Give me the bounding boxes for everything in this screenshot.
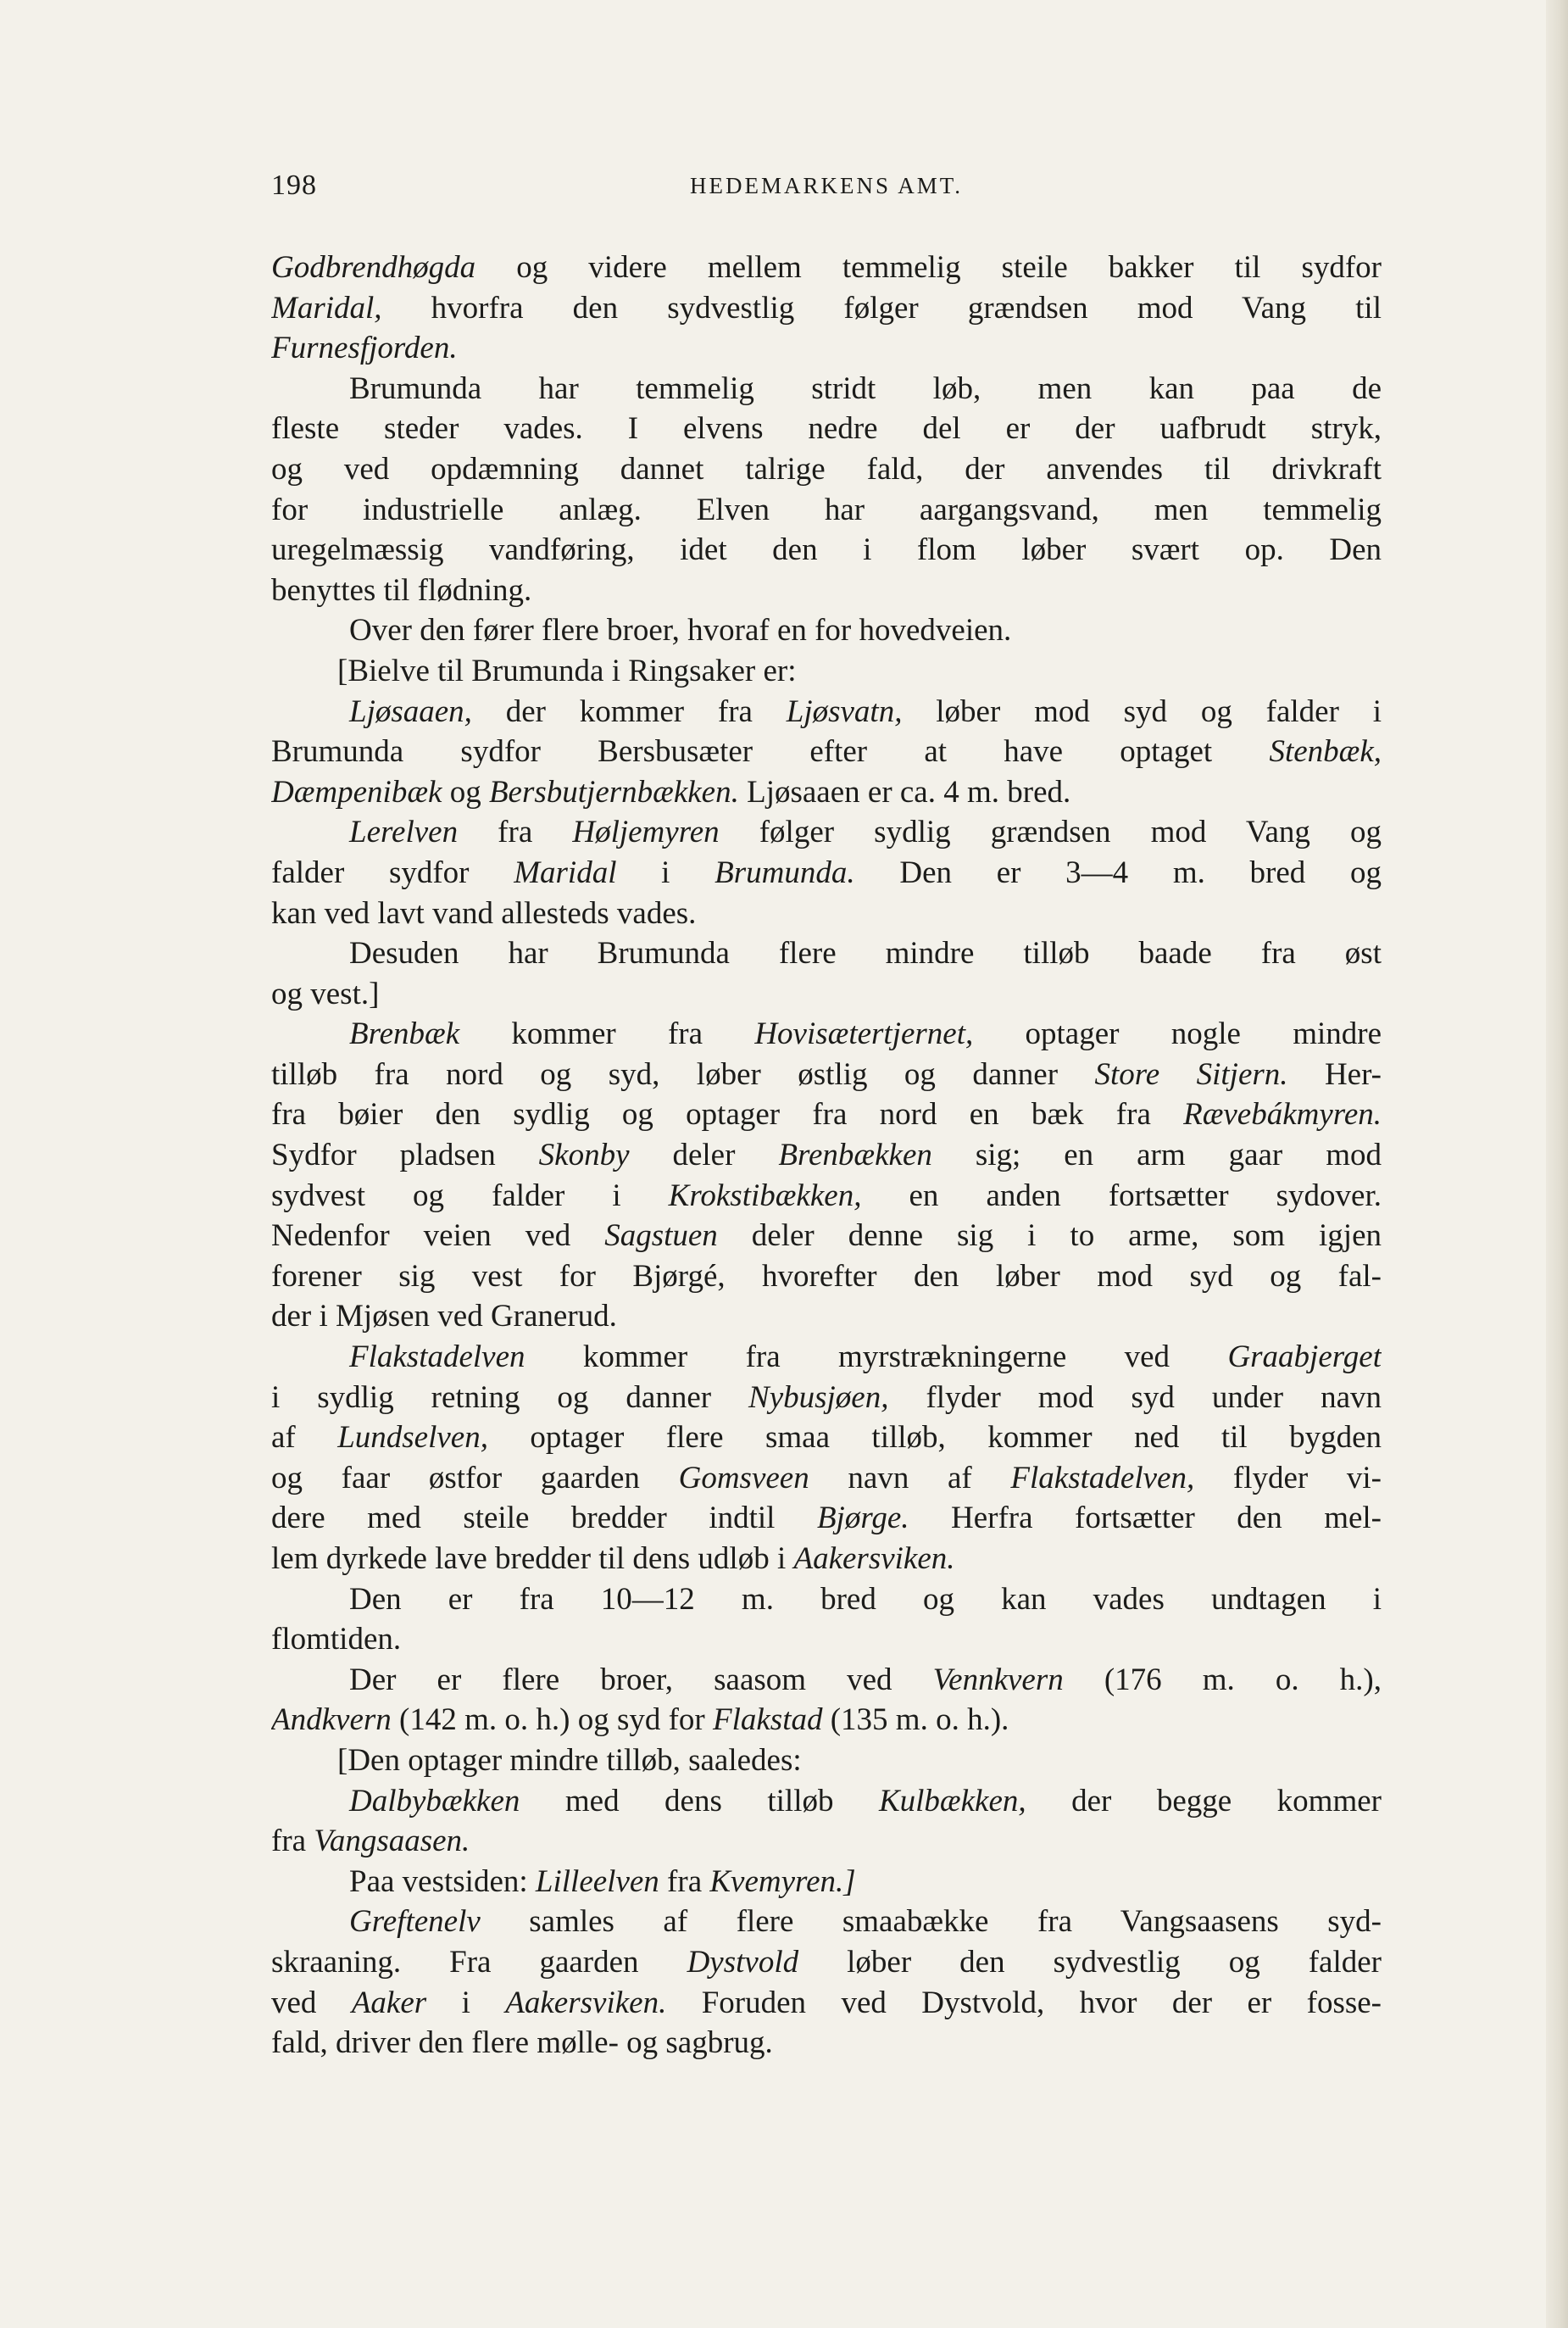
text-run: der begge kommer (1026, 1783, 1382, 1818)
text-run: Over den fører flere broer, hvoraf en for hovedveien. (349, 613, 1012, 649)
italic-name: Godbrendhøgda (271, 250, 476, 285)
italic-name: Bjørge. (816, 1501, 909, 1536)
italic-name: Vangsaasen. (314, 1824, 470, 1859)
italic-name: Ljøsaaen, (349, 693, 472, 729)
text-run: fleste steder vades. I elvens nedre del er der uafbrudt stryk, (271, 411, 1382, 447)
text-run: der i Mjøsen ved Granerud. (271, 1299, 617, 1334)
text-line (271, 974, 1382, 1015)
text-run: Herfra fortsætter den mel- (909, 1501, 1382, 1536)
italic-name: Lilleelven (535, 1863, 659, 1899)
italic-name: Flakstadelven, (1010, 1460, 1195, 1495)
text-run: med dens tilløb (520, 1783, 879, 1818)
text-run: flomtiden. (271, 1622, 402, 1657)
text-line (271, 1902, 1382, 1942)
text-run: Desuden har Brumunda flere mindre tilløb baade fra øst (349, 936, 1382, 972)
italic-name: Dalbybækken (349, 1783, 520, 1818)
italic-name: Stenbæk, (1269, 734, 1382, 770)
italic-name: Vennkvern (932, 1662, 1064, 1697)
text-run: Ljøsaaen er ca. 4 m. bred. (738, 774, 1071, 810)
text-line (271, 248, 1382, 288)
text-line (271, 1579, 1382, 1620)
text-run: Nedenfor veien ved (271, 1218, 605, 1254)
text-run: flyder mod syd under navn (888, 1379, 1382, 1415)
italic-name: Furnesfjorden. (271, 331, 458, 366)
text-run: optager flere smaa tilløb, kommer ned til bygden (487, 1420, 1382, 1456)
text-run: falder sydfor (271, 855, 514, 890)
text-run: ved (271, 1985, 352, 2020)
text-line (271, 1781, 1382, 1822)
text-line (271, 1216, 1382, 1256)
text-line (271, 812, 1382, 853)
text-run: samles af flere smaabække fra Vangsaasens syd- (480, 1904, 1382, 1940)
italic-name: Kvemyren.] (709, 1863, 856, 1899)
text-run: [Bielve til Brumunda i Ringsaker er: (337, 653, 797, 688)
text-run: sig; en arm gaar mod (931, 1138, 1382, 1173)
text-run: i (616, 855, 715, 890)
running-title: HEDEMARKENS AMT. (689, 173, 963, 198)
italic-name: Aakersviken. (793, 1541, 955, 1576)
text-line (271, 328, 1382, 369)
text-line (271, 1337, 1382, 1378)
text-run: flyder vi- (1194, 1460, 1382, 1495)
text-line (271, 1176, 1382, 1217)
text-line (271, 1094, 1382, 1135)
text-run: følger sydlig grændsen mod Vang og (719, 815, 1382, 850)
text-line (271, 2023, 1382, 2063)
italic-name: Flakstadelven (349, 1339, 525, 1375)
text-run: (135 m. o. h.). (822, 1702, 1009, 1738)
italic-name: Lundselven, (337, 1420, 488, 1456)
text-run: hvorfra den sydvestlig følger grændsen mod Vang til (381, 290, 1382, 326)
italic-name: Lerelven (349, 815, 459, 850)
italic-name: Krokstibækken, (668, 1178, 862, 1213)
text-run: sydvest og falder i (271, 1178, 669, 1213)
text-line (271, 1539, 1382, 1579)
text-run: fra (659, 1863, 710, 1899)
text-line (271, 1862, 1382, 1902)
text-run: uregelmæssig vandføring, idet den i flom løber svært op. Den (271, 532, 1382, 568)
text-line (271, 1014, 1382, 1055)
italic-name: Gomsveen (678, 1460, 809, 1495)
text-line (271, 772, 1382, 813)
text-run: optager nogle mindre (973, 1016, 1382, 1052)
text-line (271, 1417, 1382, 1458)
text-run: Der er flere broer, saasom ved (349, 1662, 933, 1697)
body-text (271, 248, 1382, 2063)
text-line (271, 651, 1382, 692)
text-line (271, 571, 1382, 611)
text-run: og faar østfor gaarden (271, 1460, 679, 1495)
text-run: i (426, 1985, 506, 2020)
text-run: Paa vestsiden: (349, 1863, 536, 1899)
italic-name: Aakersviken. (505, 1985, 667, 2020)
text-line (271, 853, 1382, 894)
text-run: benyttes til flødning. (271, 572, 532, 608)
text-run: Brumunda har temmelig stridt løb, men kan paa de (349, 370, 1382, 406)
italic-name: Høljemyren (572, 815, 720, 850)
text-run: tilløb fra nord og syd, løber østlig og danner (271, 1056, 1095, 1092)
running-head (271, 170, 1382, 212)
text-run: kommer fra myrstrækningerne ved (525, 1339, 1228, 1375)
text-line (271, 1660, 1382, 1701)
page-edge-shadow (1546, 0, 1568, 2328)
text-line (271, 1256, 1382, 1297)
italic-name: Kulbækken, (878, 1783, 1026, 1818)
italic-name: Andkvern (271, 1702, 392, 1738)
text-run: fra (271, 1824, 314, 1859)
text-run: deler (629, 1138, 779, 1173)
text-line (271, 369, 1382, 409)
italic-name: Maridal (514, 855, 617, 890)
text-run: og (442, 774, 489, 810)
italic-name: Skonby (538, 1138, 630, 1173)
text-run: dere med steile bredder indtil (271, 1501, 817, 1536)
text-line (271, 1135, 1382, 1176)
text-run: der kommer fra (471, 693, 787, 729)
text-run: Brumunda sydfor Bersbusæter efter at have optaget (271, 734, 1270, 770)
text-run: og vest.] (271, 976, 380, 1011)
text-line (271, 1942, 1382, 1983)
text-line (271, 894, 1382, 934)
text-line (271, 732, 1382, 772)
text-run: løber mod syd og falder i (902, 693, 1382, 729)
italic-name: Brenbækken (778, 1138, 932, 1173)
italic-name: Sagstuen (604, 1218, 718, 1254)
text-line (271, 409, 1382, 449)
text-line (271, 1055, 1382, 1095)
italic-name: Nybusjøen, (748, 1379, 889, 1415)
italic-name: Greftenelv (349, 1904, 481, 1940)
italic-name: Graabjerget (1227, 1339, 1382, 1375)
text-run: en anden fortsætter sydover. (861, 1178, 1382, 1213)
italic-name: Brumunda. (714, 855, 855, 890)
text-line (271, 1983, 1382, 2024)
italic-name: Hovisætertjernet, (754, 1016, 974, 1052)
text-line (271, 449, 1382, 490)
text-run: og videre mellem temmelig steile bakker til sydfor (475, 250, 1382, 285)
text-line (271, 1458, 1382, 1499)
text-line (271, 1700, 1382, 1740)
italic-name: Bersbutjernbækken. (488, 774, 739, 810)
text-run: [Den optager mindre tilløb, saaledes: (337, 1742, 802, 1778)
text-line (271, 490, 1382, 531)
text-run: af (271, 1420, 338, 1456)
text-run: fald, driver den flere mølle- og sagbrug. (271, 2025, 773, 2061)
text-run: Sydfor pladsen (271, 1138, 539, 1173)
italic-name: Maridal, (271, 290, 382, 326)
italic-name: Dystvold (687, 1944, 799, 1980)
italic-name: Rævebákmyren. (1183, 1097, 1382, 1133)
italic-name: Dæmpenibæk (271, 774, 442, 810)
text-run: skraaning. Fra gaarden (271, 1944, 687, 1980)
text-run: Den er 3—4 m. bred og (854, 855, 1382, 890)
italic-name: Store Sitjern. (1094, 1056, 1288, 1092)
text-run: forener sig vest for Bjørgé, hvorefter den løber mod syd og fal- (271, 1258, 1382, 1294)
text-line (271, 1619, 1382, 1660)
italic-name: Ljøsvatn, (786, 693, 903, 729)
text-run: fra bøier den sydlig og optager fra nord en bæk fra (271, 1097, 1184, 1133)
text-run: (142 m. o. h.) og syd for (391, 1702, 713, 1738)
text-run: navn af (809, 1460, 1011, 1495)
text-line (271, 933, 1382, 974)
text-run: kommer fra (459, 1016, 755, 1052)
text-line (271, 1740, 1382, 1781)
text-line (271, 1378, 1382, 1418)
text-line (271, 288, 1382, 329)
text-line (271, 610, 1382, 651)
text-run: lem dyrkede lave bredder til dens udløb i (271, 1541, 794, 1576)
text-run: deler denne sig i to arme, som igjen (717, 1218, 1382, 1254)
page-number: 198 (271, 170, 317, 201)
text-run: (176 m. o. h.), (1063, 1662, 1382, 1697)
text-run: løber den sydvestlig og falder (798, 1944, 1382, 1980)
text-run: fra (458, 815, 573, 850)
italic-name: Aaker (351, 1985, 427, 2020)
text-line (271, 1296, 1382, 1337)
text-run: Den er fra 10—12 m. bred og kan vades undtagen i (349, 1581, 1382, 1617)
text-line (271, 1821, 1382, 1862)
text-run: i sydlig retning og danner (271, 1379, 749, 1415)
text-run: Foruden ved Dystvold, hvor der er fosse- (666, 1985, 1382, 2020)
text-run: Her- (1287, 1056, 1382, 1092)
italic-name: Flakstad (713, 1702, 823, 1738)
text-line (271, 692, 1382, 732)
italic-name: Brenbæk (349, 1016, 460, 1052)
text-run: og ved opdæmning dannet talrige fald, der anvendes til drivkraft (271, 451, 1382, 487)
text-run: for industrielle anlæg. Elven har aargangsvand, men temmelig (271, 492, 1382, 527)
text-line (271, 530, 1382, 571)
text-line (271, 1498, 1382, 1539)
text-run: kan ved lavt vand allesteds vades. (271, 895, 697, 931)
